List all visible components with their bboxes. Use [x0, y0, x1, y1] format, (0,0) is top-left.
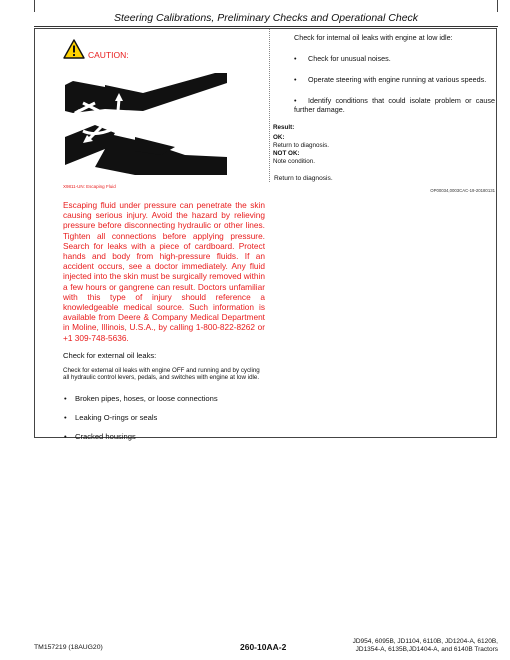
list-item: • Operate steering with engine running at various speeds. [294, 75, 487, 84]
document-code: OP00034,0003CAC-19-20180131 [430, 188, 495, 193]
external-leaks-list [63, 394, 265, 451]
list-item-text: Identify conditions that could isolate problem or cause further damage. [294, 96, 495, 114]
result-block [273, 124, 495, 166]
caution-row [63, 39, 265, 65]
list-item: • Cracked housings [63, 432, 265, 451]
column-divider [269, 29, 270, 182]
external-leaks-heading: Check for external oil leaks: [63, 350, 157, 360]
page-title: Steering Calibrations, Preliminary Checks and Operational Check [34, 10, 498, 27]
warning-triangle-icon [63, 39, 85, 59]
footer-models-line: JD1354-A, 6135B,JD1404-A, and 6140B Tractors [355, 646, 498, 653]
list-item-text: Operate steering with engine running at various speeds. [308, 75, 487, 84]
content-box [34, 28, 497, 442]
footer-page-number: 260-10AA-2 [240, 642, 287, 652]
list-item-text: Check for unusual noises. [308, 54, 391, 63]
list-item: • Identify conditions that could isolate problem or cause further damage. [294, 96, 495, 114]
footer-models-line: JD954, 6095B, JD1104, 6110B, JD1204-A, 6120B, [352, 638, 498, 645]
footer-models [300, 638, 498, 654]
escaping-fluid-illustration [65, 73, 227, 175]
left-column [63, 39, 265, 451]
caution-label: CAUTION: [88, 50, 129, 60]
ok-label: OK: [273, 134, 285, 141]
result-label: Result: [273, 124, 295, 131]
internal-leaks-list [294, 54, 495, 114]
ok-text: Return to diagnosis. [273, 142, 330, 149]
list-item: • Leaking O-rings or seals [63, 413, 265, 432]
right-column [273, 33, 495, 193]
not-ok-text: Note condition. [273, 158, 316, 165]
figure-caption: X9811-UN: Escaping Fluid [63, 184, 116, 189]
list-item: • Check for unusual noises. [294, 54, 391, 63]
return-to-diagnosis: Return to diagnosis. [274, 175, 333, 182]
list-item: • Broken pipes, hoses, or loose connections [63, 394, 265, 413]
external-leaks-paragraph: Check for external oil leaks with engine OFF and running and by cycling all hydraulic control levers, pedals, and switches with engine at low idle. [63, 366, 260, 382]
footer-doc-id: TM157219 (18AUG20) [34, 644, 103, 651]
internal-leaks-intro: Check for internal oil leaks with engine at low idle: [294, 33, 453, 42]
warning-text: Escaping fluid under pressure can penetrate the skin causing serious injury. Avoid the hazard by relieving pressure before disconnecting hydraulic or other lines. Tighten all connections before applying pressure. Search for leaks with a piece of cardboard. Protect hands and body from high-pressure fluids. If an accident occurs, see a doctor immediately. Any fluid injected into the skin must be surgically removed within a few hours or gangrene can result. Doctors unfamiliar with this type of injury should reference a knowledgeable medical source. Such information is available from Deere & Company Medical Department in Moline, Illinois, U.S.A., by calling 1-800-822-8262 or +1 309-748-5636. [63, 200, 265, 343]
not-ok-label: NOT OK: [273, 150, 300, 157]
